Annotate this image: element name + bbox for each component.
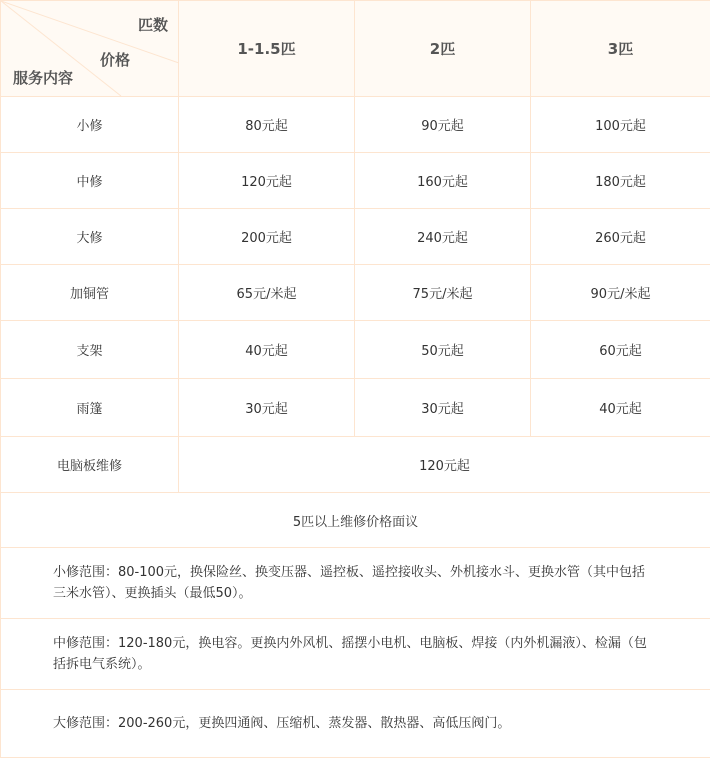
service-name: 中修 (1, 153, 179, 209)
header-label-units: 匹数 (138, 14, 168, 35)
table-row (1, 153, 710, 209)
price-cell: 160元起 (355, 153, 531, 209)
price-cell: 40元起 (179, 321, 355, 379)
table-row (1, 265, 710, 321)
table-row (1, 321, 710, 379)
note-row (1, 493, 710, 548)
price-cell: 200元起 (179, 209, 355, 265)
negotiable-note: 5匹以上维修价格面议 (1, 493, 710, 548)
medium-repair-description: 中修范围：120-180元，换电容。更换内外风机、摇摆小电机、电脑板、焊接（内外机漏液）、检漏（包括拆电气系统）。 (1, 619, 710, 690)
price-cell: 120元起 (179, 437, 710, 493)
service-name: 大修 (1, 209, 179, 265)
price-cell: 30元起 (355, 379, 531, 437)
price-cell: 30元起 (179, 379, 355, 437)
price-cell: 260元起 (531, 209, 710, 265)
minor-repair-description: 小修范围：80-100元，换保险丝、换变压器、遥控板、遥控接收头、外机接水斗、更换水管（其中包括三米水管）、更换插头（最低50）。 (1, 548, 710, 619)
price-cell: 40元起 (531, 379, 710, 437)
price-cell: 180元起 (531, 153, 710, 209)
table-header-row (1, 1, 710, 97)
service-name: 支架 (1, 321, 179, 379)
description-row (1, 619, 710, 690)
description-row (1, 548, 710, 619)
column-header-1-1.5: 1-1.5匹 (179, 1, 355, 97)
table-row (1, 97, 710, 153)
price-cell: 120元起 (179, 153, 355, 209)
price-cell: 50元起 (355, 321, 531, 379)
table-row (1, 437, 710, 493)
price-cell: 100元起 (531, 97, 710, 153)
column-header-2: 2匹 (355, 1, 531, 97)
major-repair-description: 大修范围：200-260元，更换四通阀、压缩机、蒸发器、散热器、高低压阀门。 (1, 690, 710, 758)
price-cell: 75元/米起 (355, 265, 531, 321)
price-cell: 80元起 (179, 97, 355, 153)
service-name: 电脑板维修 (1, 437, 179, 493)
service-name: 小修 (1, 97, 179, 153)
header-label-price: 价格 (100, 49, 130, 70)
description-row (1, 690, 710, 758)
price-cell: 60元起 (531, 321, 710, 379)
service-name: 雨篷 (1, 379, 179, 437)
price-cell: 90元起 (355, 97, 531, 153)
price-cell: 240元起 (355, 209, 531, 265)
price-cell: 65元/米起 (179, 265, 355, 321)
service-name: 加铜管 (1, 265, 179, 321)
header-label-service: 服务内容 (13, 67, 73, 88)
diagonal-header-cell (1, 1, 179, 97)
table-row (1, 379, 710, 437)
price-cell: 90元/米起 (531, 265, 710, 321)
table-row (1, 209, 710, 265)
column-header-3: 3匹 (531, 1, 710, 97)
